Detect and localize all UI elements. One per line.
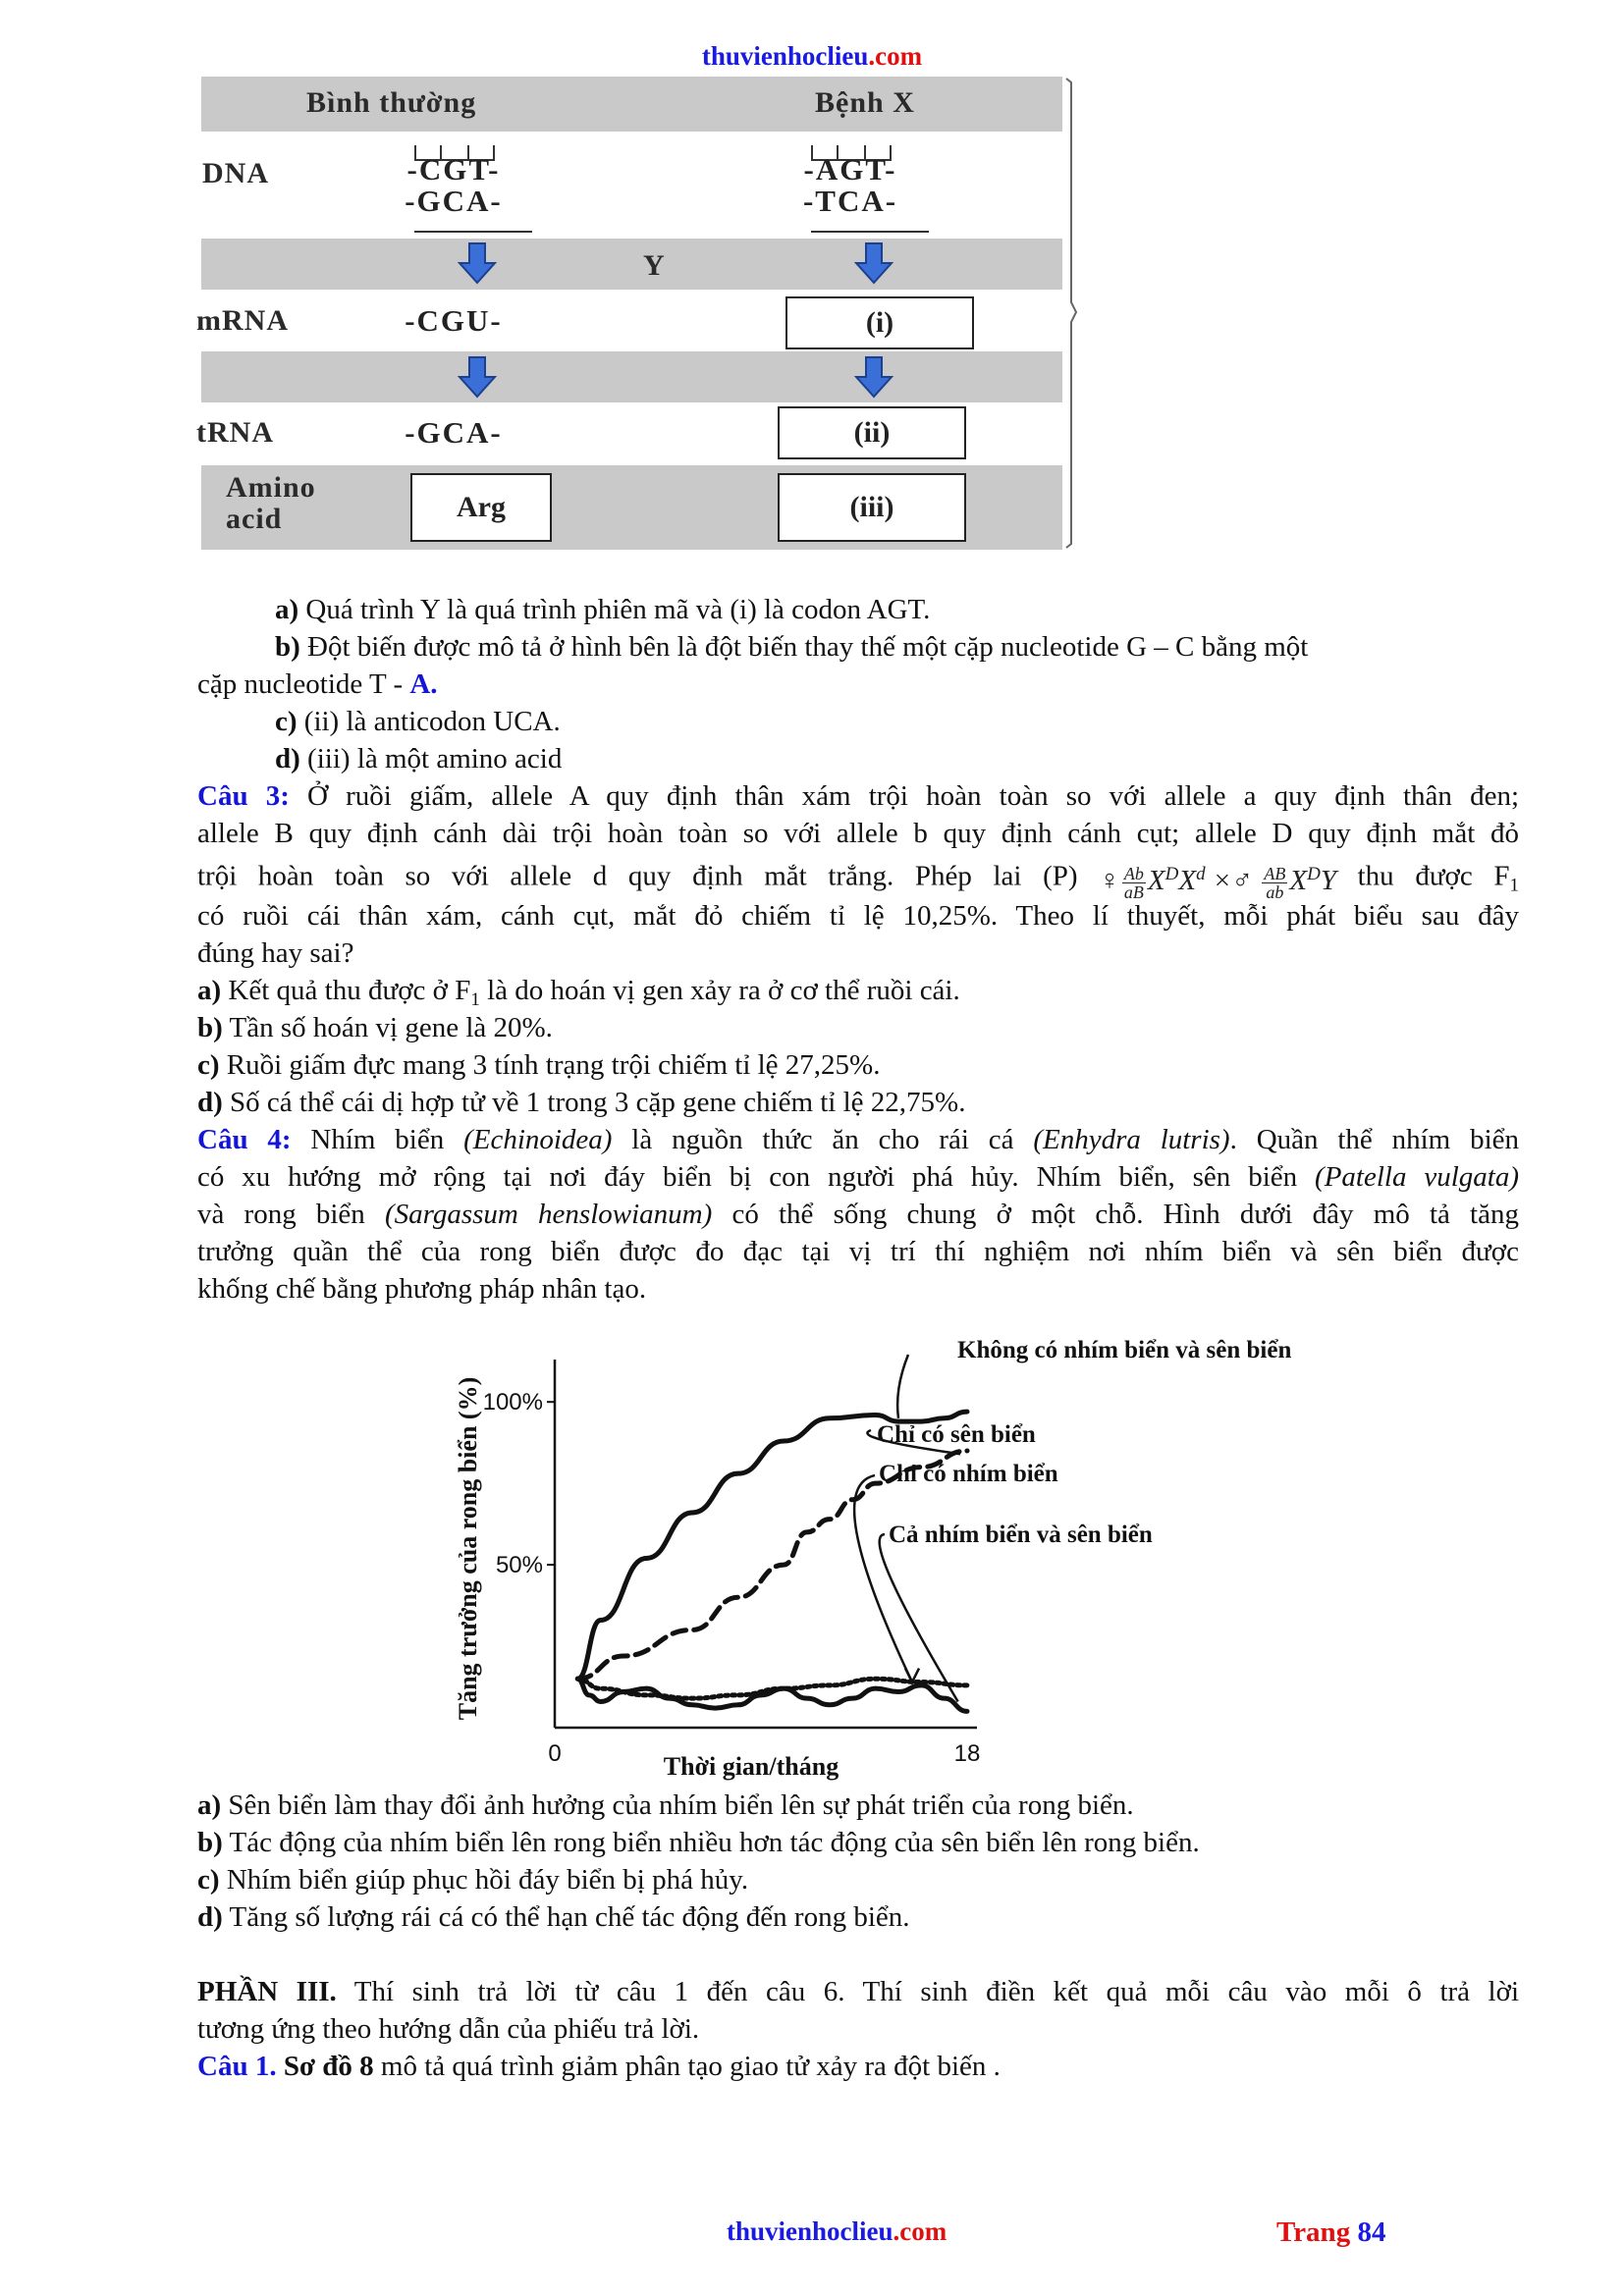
- right-bracket: [1064, 77, 1078, 550]
- series-label: Chỉ có nhím biển: [879, 1461, 1058, 1487]
- genotype-top: Ab: [1123, 863, 1144, 883]
- part3-line-2: tương ứng theo hướng dẫn của phiếu trả lời.: [197, 2013, 700, 2045]
- scientific-name: (Echinoidea): [463, 1124, 613, 1155]
- statement-label: b): [275, 631, 300, 663]
- mrna-normal: -CGU-: [405, 303, 503, 338]
- seaweed-growth-chart: [447, 1330, 1330, 1787]
- header-site-name: thuvienhoclieu: [701, 41, 869, 71]
- row-mrna-label: mRNA: [196, 304, 289, 337]
- q2-statement-c: [275, 703, 561, 740]
- question-text: trội hoàn toàn so với allele d quy định mắt trắng. Phép lai (P): [197, 860, 1100, 892]
- trna-disease-box: (ii): [778, 406, 966, 459]
- statement-highlight: A.: [409, 668, 438, 700]
- q3-line-4: có ruồi cái thân xám, cánh cụt, mắt đỏ chiếm tỉ lệ 10,25%. Theo lí thuyết, mỗi phát biểu sau đây: [197, 900, 1519, 932]
- question-text: thu được F: [1336, 860, 1510, 892]
- section-title: PHẦN III.: [197, 1976, 337, 2007]
- y-axis-label: Tăng trưởng của rong biển (%): [454, 1376, 482, 1721]
- x-axis-label: Thời gian/tháng: [663, 1752, 839, 1781]
- q3-statement-d: [197, 1084, 965, 1121]
- chromosome-x: X: [1178, 865, 1197, 896]
- male-genotype: [1262, 865, 1287, 901]
- row-amino-label-2: acid: [226, 503, 283, 535]
- dna-disease-top: -AGT-: [803, 152, 897, 187]
- y-tick-label: 100%: [482, 1389, 543, 1416]
- series-callout-line: [854, 1475, 912, 1682]
- down-arrow-icon: [458, 355, 497, 399]
- q2-statement-b-cont: [197, 666, 438, 703]
- footer-site: [727, 2216, 947, 2247]
- scientific-name: (Patella vulgata): [1315, 1161, 1519, 1193]
- statement-label: c): [197, 1049, 220, 1081]
- series-label: Cả nhím biển và sên biển: [889, 1522, 1153, 1548]
- q2-statement-d: [275, 740, 562, 777]
- statement-label: b): [197, 1827, 223, 1858]
- male-symbol-icon: ♂: [1231, 865, 1254, 896]
- statement-text: Đột biến được mô tả ở hình bên là đột biến thay thế một cặp nucleotide G – C bằng một: [299, 631, 1309, 663]
- process-y-band: [201, 239, 1062, 290]
- amino-disease-box: (iii): [778, 473, 966, 542]
- question-title: Câu 4:: [197, 1124, 292, 1155]
- series-callout-line: [897, 1355, 908, 1418]
- y-tick-label: 50%: [495, 1552, 543, 1579]
- dna-normal-top: -CGT-: [406, 152, 501, 187]
- series-label: Không có nhím biển và sên biển: [957, 1337, 1292, 1363]
- q4-statement-c: [197, 1861, 748, 1898]
- row-amino-label-1: Amino: [226, 471, 316, 504]
- part3-line-1: [197, 1973, 1519, 2010]
- genotype-bottom: aB: [1123, 881, 1144, 902]
- dna-mutation-figure: [196, 77, 1078, 550]
- question-text: có xu hướng mở rộng tại nơi đáy biển bị con người phá hủy. Nhím biển, sên biển: [197, 1161, 1316, 1193]
- series-label: Chỉ có sên biển: [877, 1421, 1036, 1448]
- scientific-name: (Sargassum henslowianum): [384, 1199, 713, 1230]
- section-text: Thí sinh trả lời từ câu 1 đến câu 6. Thí sinh điền kết quả mỗi câu vào mỗi ô trả lời: [336, 1976, 1519, 2007]
- q4-line-5: khống chế bằng phương pháp nhân tạo.: [197, 1273, 647, 1305]
- allele: D: [1307, 864, 1321, 884]
- dna-disease-bottom: -TCA-: [802, 184, 898, 218]
- series-callout-line: [880, 1534, 958, 1701]
- statement-text: Tác động của nhím biển lên rong biển nhiều hơn tác động của sên biển lên rong biển.: [222, 1827, 1200, 1858]
- statement-text: là do hoán vị gen xảy ra ở cơ thể ruồi cái.: [479, 975, 960, 1006]
- footer-site-tld: .com: [893, 2216, 947, 2246]
- statement-text: Số cá thể cái dị hợp tử về 1 trong 3 cặp gene chiếm tỉ lệ 22,75%.: [222, 1087, 966, 1118]
- part3-q1: [197, 2048, 1001, 2085]
- statement-text: Sên biển làm thay đổi ảnh hưởng của nhím biển lên sự phát triển của rong biển.: [221, 1789, 1134, 1821]
- statement-text: Ruồi giấm đực mang 3 tính trạng trội chiếm tỉ lệ 27,25%.: [219, 1049, 881, 1081]
- row-dna-label: DNA: [202, 157, 269, 189]
- statement-label: a): [197, 975, 222, 1006]
- q4-line-3: [197, 1196, 1519, 1233]
- question-text: Ở ruồi giấm, allele A quy định thân xám trội hoàn toàn so với allele a quy định thân đen;: [289, 780, 1519, 812]
- statement-text: Quá trình Y là quá trình phiên mã và (i) là codon AGT.: [298, 594, 931, 625]
- dna-disease-underline: [811, 231, 929, 233]
- statement-text: Kết quả thu được ở F: [221, 975, 471, 1006]
- question-text: và rong biển: [197, 1199, 385, 1230]
- down-arrow-icon: [854, 241, 893, 285]
- down-arrow-icon: [854, 355, 893, 399]
- genotype-top: AB: [1264, 863, 1286, 883]
- female-genotype: [1122, 865, 1146, 901]
- footer-page-number: [1276, 2216, 1385, 2249]
- question-title: Câu 1.: [197, 2051, 277, 2082]
- question-text: là nguồn thức ăn cho rái cá: [612, 1124, 1034, 1155]
- q4-statement-b: [197, 1824, 1200, 1861]
- q4-line-2: [197, 1158, 1519, 1196]
- statement-text: Tăng số lượng rái cá có thể hạn chế tác động đến rong biển.: [222, 1901, 910, 1933]
- row-trna-label: tRNA: [196, 416, 274, 449]
- amino-normal-box: Arg: [410, 473, 552, 542]
- chromosome-y: Y: [1320, 865, 1336, 896]
- x-tick-label: 18: [953, 1740, 981, 1767]
- q4-line-4: trưởng quần thể của rong biển được đo đạc tại vị trí thí nghiệm nơi nhím biển và sên biển được: [197, 1236, 1519, 1267]
- q4-line-1: [197, 1121, 1519, 1158]
- question-text: mô tả quá trình giảm phân tạo giao tử xảy ra đột biến .: [373, 2051, 1001, 2082]
- page-header-site: [0, 41, 1624, 72]
- question-bold-text: Sơ đồ 8: [276, 2051, 374, 2082]
- process-y-label: Y: [643, 249, 666, 282]
- question-text: có thể sống chung ở một chỗ. Hình dưới đây mô tả tăng: [712, 1199, 1519, 1230]
- col-normal-label: Bình thường: [306, 86, 477, 119]
- statement-label: a): [197, 1789, 222, 1821]
- question-title: Câu 3:: [197, 780, 290, 812]
- statement-text: cặp nucleotide T -: [197, 668, 410, 700]
- statement-text: (ii) là anticodon UCA.: [297, 706, 561, 737]
- times-symbol: ×: [1212, 865, 1232, 896]
- page-label: Trang: [1276, 2216, 1358, 2248]
- scientific-name: (Enhydra lutris): [1033, 1124, 1230, 1155]
- subscript: 1: [470, 989, 480, 1010]
- statement-label: d): [275, 743, 300, 774]
- dna-normal-underline: [414, 231, 532, 233]
- statement-label: b): [197, 1012, 223, 1043]
- statement-text: Nhím biển giúp phục hồi đáy biển bị phá hủy.: [219, 1864, 749, 1896]
- q3-line-5: đúng hay sai?: [197, 937, 354, 969]
- question-text: . Quần thể nhím biển: [1229, 1124, 1519, 1155]
- q4-statement-a: [197, 1787, 1134, 1824]
- genotype-bottom: ab: [1266, 881, 1284, 902]
- chromosome-x: X: [1289, 865, 1308, 896]
- statement-label: c): [275, 706, 298, 737]
- statement-label: d): [197, 1087, 223, 1118]
- col-disease-label: Bệnh X: [815, 86, 915, 119]
- q3-statement-c: [197, 1046, 880, 1084]
- q2-statement-b: [275, 628, 1308, 666]
- page-num: 84: [1357, 2216, 1386, 2248]
- statement-label: c): [197, 1864, 220, 1896]
- genetic-cross: [1099, 856, 1336, 901]
- statement-label: d): [197, 1901, 223, 1933]
- dna-normal-bottom: -GCA-: [405, 184, 503, 218]
- allele: d: [1196, 864, 1206, 884]
- statement-text: (iii) là một amino acid: [299, 743, 563, 774]
- footer-site-name: thuvienhoclieu: [727, 2216, 893, 2246]
- q3-statement-b: [197, 1009, 553, 1046]
- trna-normal: -GCA-: [405, 415, 503, 450]
- q3-line-2: allele B quy định cánh dài trội hoàn toàn so với allele b quy định cánh cụt; allele D quy định mắt đỏ: [197, 818, 1519, 849]
- down-arrow-icon: [458, 241, 497, 285]
- x-tick-label: 0: [548, 1740, 562, 1767]
- chromosome-x: X: [1147, 865, 1165, 896]
- statement-text: Tần số hoán vị gene là 20%.: [222, 1012, 553, 1043]
- allele: D: [1164, 864, 1179, 884]
- q3-line-1: [197, 777, 1519, 815]
- subscript: 1: [1509, 875, 1519, 896]
- q2-statement-a: [275, 591, 930, 628]
- mrna-disease-box: (i): [785, 296, 974, 349]
- statement-label: a): [275, 594, 299, 625]
- translation-band: [201, 351, 1062, 402]
- female-symbol-icon: ♀: [1099, 865, 1120, 896]
- header-site-tld: .com: [868, 41, 923, 71]
- q4-statement-d: [197, 1898, 910, 1936]
- question-text: Nhím biển: [291, 1124, 464, 1155]
